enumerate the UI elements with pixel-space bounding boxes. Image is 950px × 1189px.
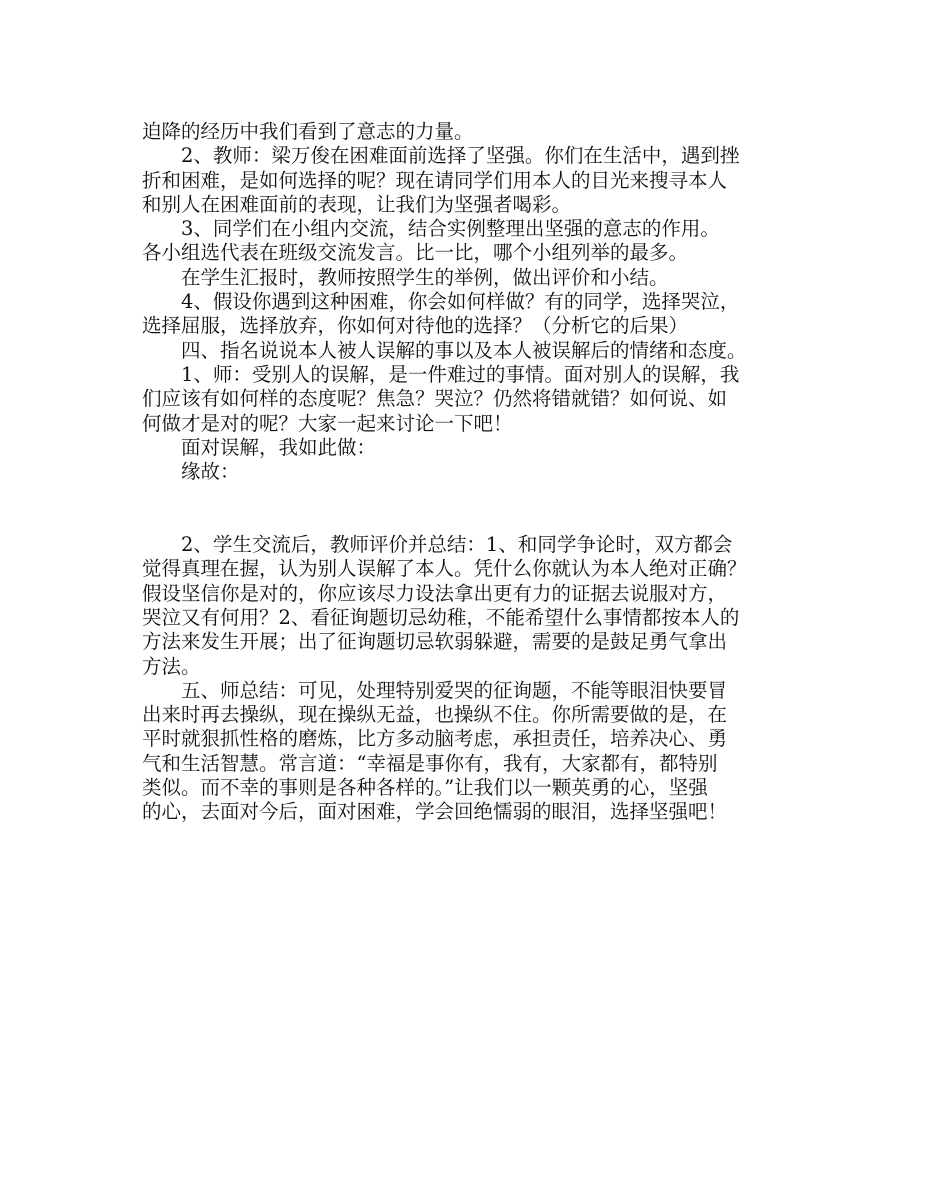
- text-line: 迫降的经历中我们看到了意志的力量。: [142, 120, 474, 143]
- text-line: 气和生活智慧。常言道：“幸福是事你有，我有，大家都有，都特别: [142, 751, 718, 775]
- paragraph-start-line: 3、同学们在小组内交流，结合实例整理出坚强的意志的作用。: [181, 217, 720, 241]
- text-line: 选择屈服，选择放弃，你如何对待他的选择？（分析它的后果）: [142, 314, 689, 338]
- section-heading-line: 五、师总结：可见，处理特别爱哭的征询题，不能等眼泪快要冒: [181, 678, 728, 702]
- paragraph-start-line: 1、师：受别人的误解，是一件难过的事情。面对别人的误解，我: [181, 362, 740, 386]
- blank-space: [142, 484, 822, 533]
- paragraph-start-line: 面对误解，我如此做：: [181, 435, 377, 459]
- paragraph-start-line: 缘故：: [181, 460, 240, 484]
- text-line: 们应该有如何样的态度呢？焦急？哭泣？仍然将错就错？如何说、如: [142, 387, 728, 411]
- text-line: 假设坚信你是对的，你应该尽力设法拿出更有力的证据去说服对方，: [142, 581, 728, 605]
- text-line: 哭泣又有何用？2、看征询题切忌幼稚，不能希望什么事情都按本人的: [142, 605, 740, 629]
- paragraph-start-line: 2、教师：梁万俊在困难面前选择了坚强。你们在生活中，遇到挫: [181, 144, 740, 168]
- text-line: 何做才是对的呢？大家一起来讨论一下吧！: [142, 411, 513, 435]
- paragraph-start-line: 2、学生交流后，教师评价并总结：1、和同学争论时，双方都会: [181, 533, 733, 557]
- text-line: 平时就狠抓性格的磨炼，比方多动脑考虑，承担责任，培养决心、勇: [142, 727, 728, 751]
- text-line: 各小组选代表在班级交流发言。比一比，哪个小组列举的最多。: [142, 241, 689, 265]
- text-line: 类似。而不幸的事则是各种各样的。”让我们以一颗英勇的心，坚强: [142, 776, 708, 800]
- paragraph-start-line: 在学生汇报时，教师按照学生的举例，做出评价和小结。: [181, 265, 669, 289]
- text-line: 折和困难，是如何选择的呢？现在请同学们用本人的目光来搜寻本人: [142, 168, 728, 192]
- section-heading-line: 四、指名说说本人被人误解的事以及本人被误解后的情绪和态度。: [181, 338, 747, 362]
- text-line: 方法来发生开展；出了征询题切忌软弱躲避，需要的是鼓足勇气拿出: [142, 630, 728, 654]
- document-page: [142, 120, 822, 825]
- text-line: 和别人在困难面前的表现，让我们为坚强者喝彩。: [142, 192, 572, 216]
- text-line: 出来时再去操纵，现在操纵无益，也操纵不住。你所需要做的是，在: [142, 703, 728, 727]
- text-line: 方法。: [142, 654, 201, 678]
- text-line: 的心，去面对今后，面对困难，学会回绝懦弱的眼泪，选择坚强吧！: [142, 800, 728, 824]
- paragraph-start-line: 4、假设你遇到这种困难，你会如何样做？有的同学，选择哭泣，: [181, 290, 740, 314]
- text-line: 觉得真理在握，认为别人误解了本人。凭什么你就认为本人绝对正确？: [142, 557, 747, 581]
